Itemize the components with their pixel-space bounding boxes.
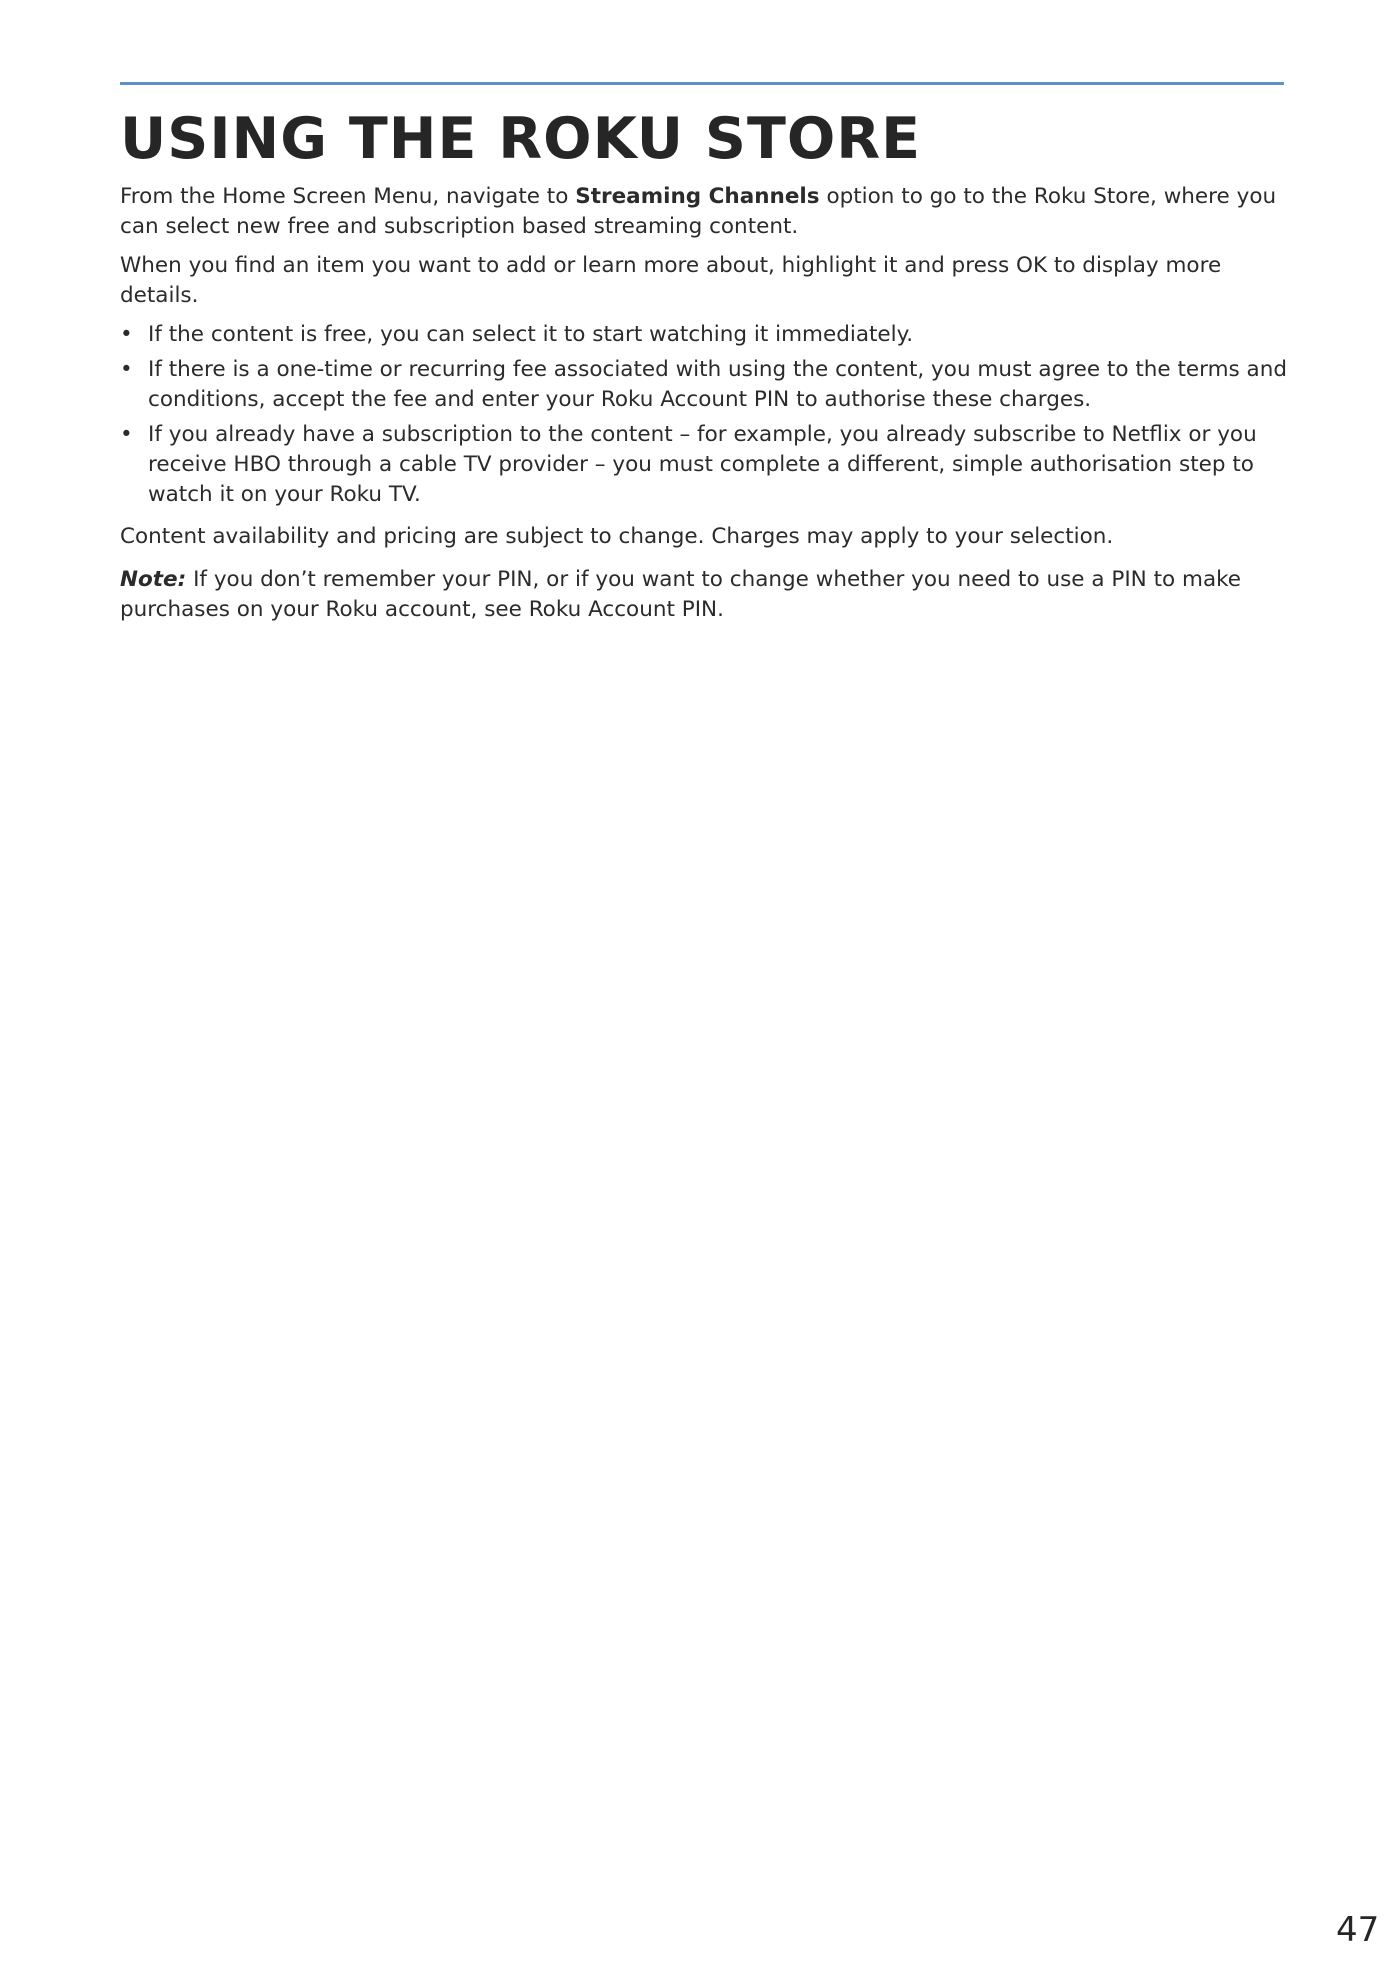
list-item-text: If there is a one-time or recurring fee associated with using the content, you must agree to the terms and conditions, accept the fee and enter your Roku Account PIN to authorise these charges. bbox=[148, 357, 1287, 412]
note-text: If you don’t remember your PIN, or if you want to change whether you need to use a PIN to make purchases on your Roku account, see Roku Account PIN. bbox=[120, 567, 1242, 622]
bullet-icon: • bbox=[120, 357, 133, 382]
body-content bbox=[120, 182, 1290, 634]
bullet-list bbox=[120, 320, 1290, 510]
list-item-text: If you already have a subscription to the content – for example, you already subscribe to Netflix or you receive HBO through a cable TV provider – you must complete a different, simple authorisation step to watch it on your Roku TV. bbox=[148, 422, 1257, 507]
page-number: 47 bbox=[1336, 1910, 1380, 1950]
instruction-paragraph: When you find an item you want to add or learn more about, highlight it and press OK to display more details. bbox=[120, 253, 1222, 308]
list-item bbox=[120, 355, 1290, 415]
note-label: Note: bbox=[120, 567, 187, 592]
intro-paragraph bbox=[120, 182, 1290, 242]
intro-text-after: option to go to the Roku Store, where you can select new free and subscription based streaming content. bbox=[120, 184, 1277, 239]
bullet-icon: • bbox=[120, 422, 133, 447]
list-item bbox=[120, 320, 1290, 350]
bullet-icon: • bbox=[120, 322, 133, 347]
list-item-text: If the content is free, you can select it to start watching it immediately. bbox=[148, 322, 914, 347]
list-item bbox=[120, 420, 1290, 510]
streaming-channels-emphasis: Streaming Channels bbox=[575, 184, 820, 209]
intro-text-before: From the Home Screen Menu, navigate to bbox=[120, 184, 576, 209]
header-rule bbox=[120, 82, 1284, 85]
page-title: USING THE ROKU STORE bbox=[120, 106, 922, 172]
note-paragraph bbox=[120, 565, 1290, 625]
availability-paragraph: Content availability and pricing are subject to change. Charges may apply to your selection. bbox=[120, 524, 1114, 549]
